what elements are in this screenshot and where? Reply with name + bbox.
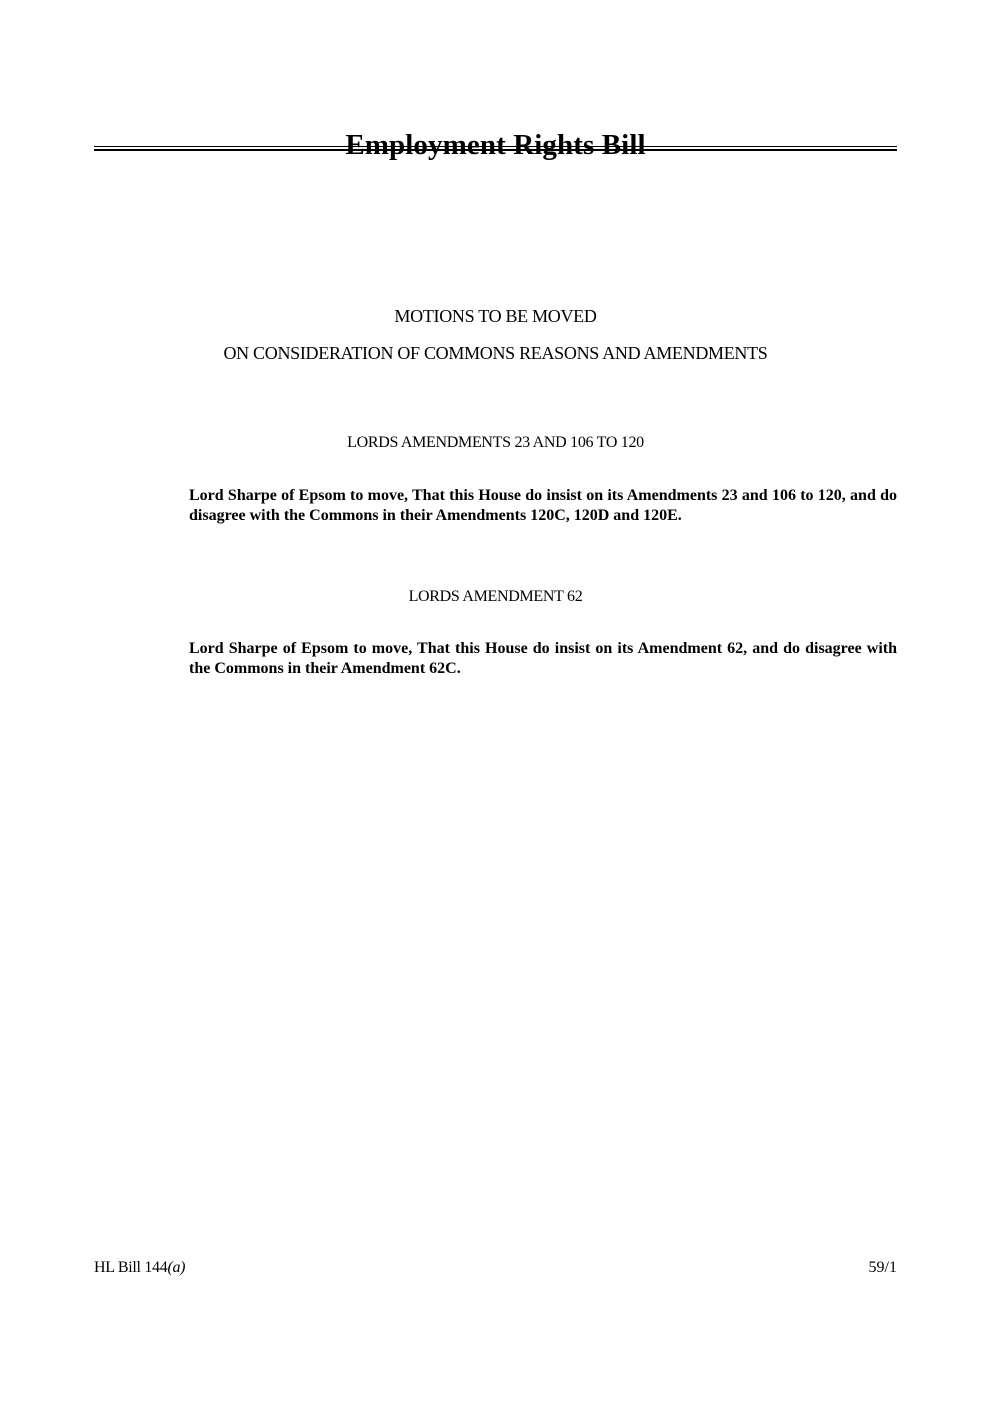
section-heading-amendments-23-106-120: LORDS AMENDMENTS 23 AND 106 TO 120 bbox=[347, 434, 644, 451]
title-rule-thin bbox=[94, 146, 897, 147]
bill-number bbox=[94, 1258, 185, 1278]
motion-text-amendments-23-106-120: Lord Sharpe of Epsom to move, That this House do insist on its Amendments 23 and 106 to 120, and do disagree with the Commons in their Amendments 120C, 120D and 120E. bbox=[189, 487, 897, 524]
motion-text-amendment-62: Lord Sharpe of Epsom to move, That this House do insist on its Amendment 62, and do disagree with the Commons in their Amendment 62C. bbox=[189, 640, 897, 677]
section-heading-amendment-62: LORDS AMENDMENT 62 bbox=[408, 588, 583, 605]
title-double-rule bbox=[94, 146, 897, 152]
page-reference: 59/1 bbox=[868, 1259, 897, 1276]
bill-number-prefix: HL Bill 144 bbox=[94, 1259, 168, 1276]
motions-heading: MOTIONS TO BE MOVED bbox=[394, 306, 597, 326]
consideration-heading: ON CONSIDERATION OF COMMONS REASONS AND AMENDMENTS bbox=[223, 343, 768, 363]
bill-number-suffix: (a) bbox=[167, 1259, 186, 1276]
title-rule-thick bbox=[94, 149, 897, 151]
